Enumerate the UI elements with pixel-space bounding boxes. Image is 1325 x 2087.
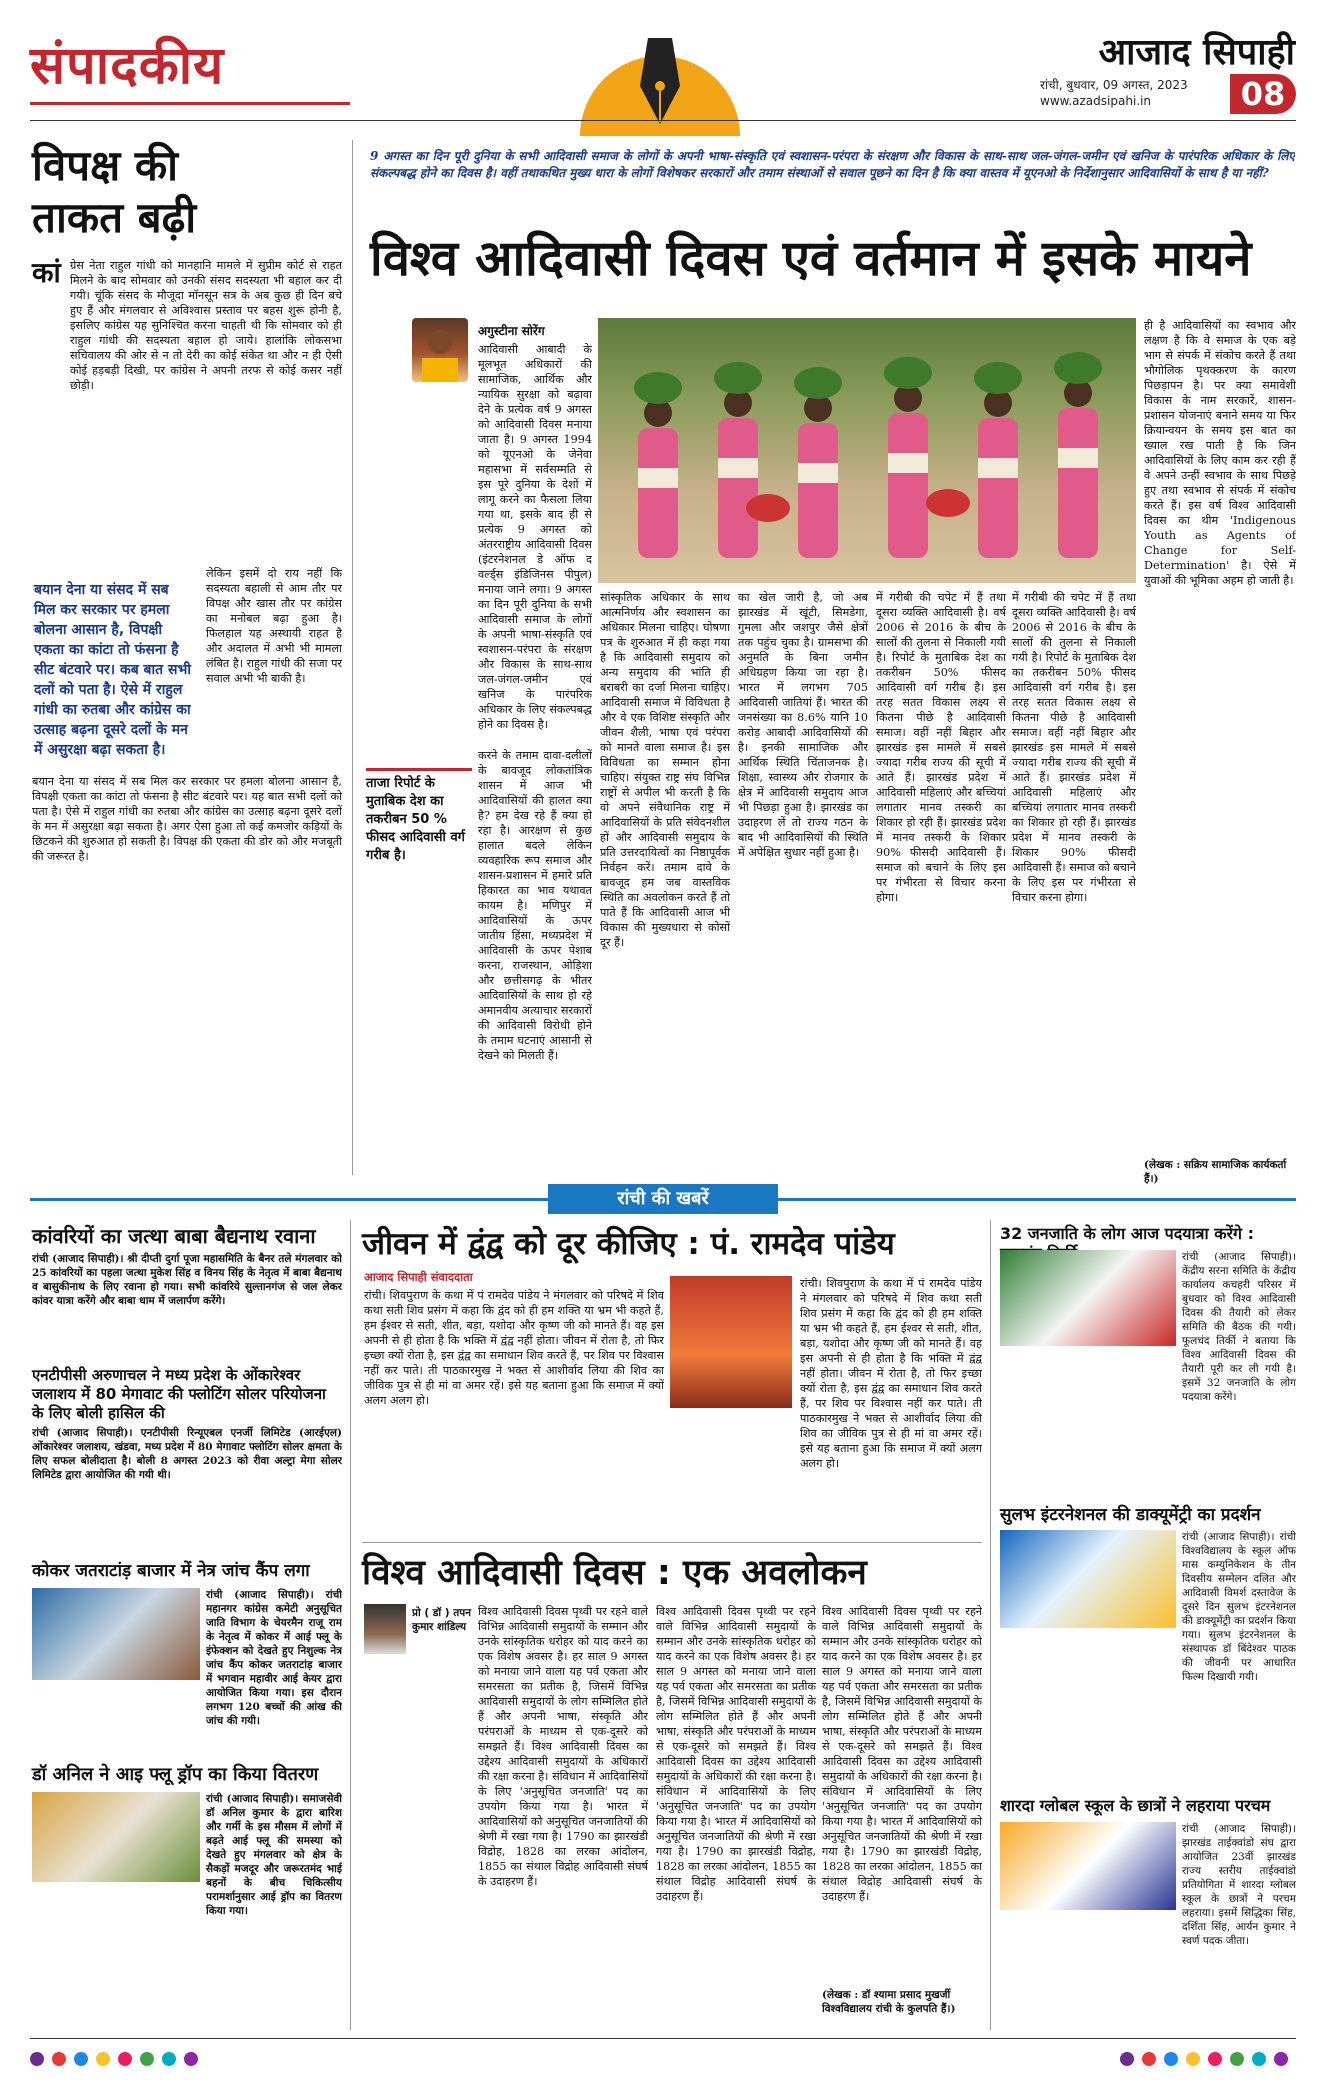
footer-dot (30, 2052, 44, 2066)
news6-body-a: विश्व आदिवासी दिवस पृथ्वी पर रहने वाले विभिन्न आदिवासी समुदायों के सम्मान और उनके सांस्कृतिक धरोहर को याद करने का एक विशेष अवसर है। हर साल 9 अगस्त को मनाया जाने वाला यह पर्व एकता और समरसता का प्रतीक है, जिसमें विभिन्न आदिवासी समुदायों के लोग सम्मिलित होते हैं और अपनी भाषा, संस्कृति और परंपराओं के माध्यम से एक-दूसरे को समझते हैं। विश्व आदिवासी दिवस का उद्देश्य आदिवासी समुदायों के अधिकारों की रक्षा करना है। संविधान में आदिवासियों के लिए 'अनुसूचित जनजाति' पद का उपयोग किया गया है। भारत में आदिवासियों को अनुसूचित जनजातियों की श्रेणी में रखा गया है। 1790 का झारखंडी विद्रोह, 1828 का लरका आंदोलन, 1855 का संथाल विद्रोह आदिवासी संघर्ष के उदाहरण हैं। (478, 1605, 648, 1888)
news8-body: रांची (आजाद सिपाही)। रांची विश्वविद्यालय के स्कूल ऑफ मास कम्युनिकेशन के तीन दिवसीय सम्मेलन दलित और आदिवासी विमर्श दस्तावेज के दूसरे दिन सुलभ इंटरनेशनल की डाक्यूमेंट्री का प्रदर्शन किया गया। सुलभ इंटरनेशनल के संस्थापक डॉ बिंदेश्वर पाठक की जीवनी पर आधारित फिल्म दिखायी गयी। (1182, 1531, 1296, 1683)
footer-dot (140, 2052, 154, 2066)
main-byline: अगुस्टीना सोरेंग (478, 324, 545, 338)
page-number: 08 (1230, 74, 1296, 114)
dateline: रांची, बुधवार, 09 अगस्त, 2023 (1040, 78, 1188, 92)
editorial-pullquote: बयान देना या संसद में सब मिल कर सरकार पर हमला बोलना आसान है, विपक्षी एकता का कांटा तो फंसना है सीट बंटवारे पर। कब बात सभी दलों को पता है। ऐसे में राहुल गांधी का रुतबा और कांग्रेस का उत्साह बढ़ना दूसरे दलों के मन में असुरक्षा बढ़ा सकता है। (34, 582, 191, 758)
news-divider-mid (362, 1542, 982, 1543)
main-credit: (लेखक : सक्रिय सामाजिक कार्यकर्ता हैं।) (1144, 1159, 1287, 1185)
footer-dot (1186, 2052, 1200, 2066)
footer-dot (52, 2052, 66, 2066)
news6-body-c: विश्व आदिवासी दिवस पृथ्वी पर रहने वाले विभिन्न आदिवासी समुदायों के सम्मान और उनके सांस्कृतिक धरोहर को याद करने का एक विशेष अवसर है। हर साल 9 अगस्त को मनाया जाने वाला यह पर्व एकता और समरसता का प्रतीक है, जिसमें विभिन्न आदिवासी समुदायों के लोग सम्मिलित होते हैं और अपनी भाषा, संस्कृति और परंपराओं के माध्यम से एक-दूसरे को समझते हैं। विश्व आदिवासी दिवस का उद्देश्य आदिवासी समुदायों के अधिकारों की रक्षा करना है। संविधान में आदिवासियों के लिए 'अनुसूचित जनजाति' पद का उपयोग किया गया है। भारत में आदिवासियों को अनुसूचित जनजातियों की श्रेणी में रखा गया है। 1790 का झारखंडी विद्रोह, 1828 का लरका आंदोलन, 1855 का संथाल विद्रोह आदिवासी संघर्ष के उदाहरण हैं। (822, 1605, 982, 1903)
section-title-rule (30, 102, 350, 105)
news1-body: रांची (आजाद सिपाही)। श्री दीप्ती दुर्गा पूजा महासमिति के बैनर तले मंगलवार को 25 कांवरियों का पहला जत्था मुकेश सिंह व विनय सिंह के नेतृत्व में बाबा बैद्यनाथ व बासुकीनाथ के लिए रवाना हो गया। सभी कांवरिये सुल्तानगंज से जल लेकर कांवर यात्रा करेंगे और बाबा धाम में जलार्पण करेंगे। (32, 1253, 342, 1307)
news6-credit: (लेखक : डॉ श्यामा प्रसाद मुखर्जी विश्वविद्यालय रांची के कुलपति हैं।) (822, 1989, 956, 2015)
footer-dot (162, 2052, 176, 2066)
speaker-photo (670, 1276, 792, 1408)
ranchi-band-label: रांची की खबरें (548, 1184, 778, 1214)
tribal-dance-photo (598, 318, 1136, 583)
masthead-rule (30, 120, 1296, 121)
main-headline: विश्व आदिवासी दिवस एवं वर्तमान में इसके मायने (370, 230, 1252, 287)
news3-headline: कोकर जतराटांड़ बाजार में नेत्र जांच कैंप लगा (32, 1561, 310, 1581)
professor-avatar (364, 1604, 406, 1654)
main-col1b: करने के तमाम दावा-दलीलों के बावजूद लोकतांत्रिक शासन में आज भी आदिवासियों की हालत क्या है? हम देख रहे हैं क्या हो रहा है। आरक्षण से कुछ हालात बदले लेकिन व्यवहारिक रूप समाज और शासन-प्रशासन में हमारे प्रति हिकारत का भाव यथावत कायम है। मणिपुर में आदिवासियों के ऊपर जातीय हिंसा, मध्यप्रदेश में आदिवासी के ऊपर पेशाब करना, राजस्थान, ओड़िशा और छत्तीसगढ़ के भीतर आदिवासियों के साथ हो रहे अमानवीय अत्याचार सरकारों की आदिवासी विरोधी होने के तमाम घटनाएं आसानी से देखने को मिलती हैं। (478, 749, 592, 1062)
news8-headline: सुलभ इंटरनेशनल की डाक्यूमेंट्री का प्रदर्शन (1000, 1505, 1261, 1525)
section-title: संपादकीय (30, 36, 225, 96)
footer-dot (1230, 2052, 1244, 2066)
footer-dot (118, 2052, 132, 2066)
news2-headline: एनटीपीसी अरुणाचल ने मध्य प्रदेश के ओंकारेश्वर जलाशय में 80 मेगावाट की फ्लोटिंग सोलर परियोजना के लिए बोली हासिल की (32, 1366, 326, 1422)
news-divider-left (350, 1220, 351, 2030)
editorial-para2: लेकिन इसमें दो राय नहीं कि सदस्यता बहाली से आम तौर पर विपक्ष और खास तौर पर कांग्रेस का मनोबल बढ़ा हुआ है। फिलहाल यह अस्थायी राहत है और अदालत में अभी भी मामला लंबित है। राहुल गांधी की सजा पर सवाल अभी भी बाकी है। (206, 567, 342, 685)
footer-dot (1164, 2052, 1178, 2066)
footer-rule (30, 2038, 1296, 2039)
footer-dot (96, 2052, 110, 2066)
news7-body: रांची (आजाद सिपाही)। केंद्रीय सरना समिति के केंद्रीय कार्यालय कचहरी परिसर में बुधवार को विश्व आदिवासी दिवस की तैयारी को लेकर समिति की बैठक की गयी। फूलचंद तिर्की ने बताया कि विश्व आदिवासी दिवस की तैयारी पूरी कर ली गयी है। इसमें 32 जनजाति के लोग पदयात्रा करेंगे। (1182, 1251, 1296, 1403)
eye-camp-photo (32, 1588, 200, 1680)
editorial-para1: ग्रेस नेता राहुल गांधी को मानहानि मामले में सुप्रीम कोर्ट से राहत मिलने के बाद सोमवार को उनकी संसद सदस्यता भी बहाल कर दी गयी। चूंकि संसद के मौजूदा मॉनसून सत्र के अब कुछ ही दिन बचे हुए हैं और मंगलवार से अविश्वास प्रस्ताव पर बहस शुरू होनी है, इसलिए कांग्रेस यह सुनिश्चित करना चाहती थी कि सोमवार को ही राहुल गांधी की सदस्यता बहाल हो जाये। हालांकि लोकसभा सचिवालय की ओर से न तो देरी का कोई संकेत था और न ही ऐसी कोई हड़बड़ी दिखी, पर कांग्रेस ने अपनी तरफ से कोई कसर नहीं छोड़ी। (70, 259, 342, 392)
news9-headline: शारदा ग्लोबल स्कूल के छात्रों ने लहराया परचम (1000, 1796, 1271, 1815)
news3-body: रांची (आजाद सिपाही)। रांची महानगर कांग्रेस कमेटी अनुसूचित जाति विभाग के चेयरमैन राजू राम के नेतृत्व में कोकर में आई फ्लू के इंफेक्शन को देखते हुए निशुल्क नेत्र जांच कैंप कोकर जतराटांड़ बाजार में भगवान महावीर आई केयर द्वारा आयोजित किया गया। इस दौरान लगभग 120 बच्चों की आंख की जांच की गयी। (206, 1589, 342, 1727)
main-col3: का खेल जारी है, जो अब झारखंड में खूंटी, सिमडेगा, गुमला और जशपुर जैसे क्षेत्रों तक पहुंच चुका है। ग्रामसभा की अनुमति के बिना जमीन अधिग्रहण किया जा रहा है। भारत में लगभग 705 आदिवासी जातियां हैं। भारत की जनसंख्या का 8.6% यानि 10 करोड़ आबादी आदिवासियों की है। इनकी सामाजिक और आर्थिक स्थिति चिंताजनक है। शिक्षा, स्वास्थ्य और रोजगार के क्षेत्र में आदिवासी समुदाय आज भी पिछड़ा हुआ है। झारखंड का उदाहरण लें तो राज्य गठन के बाद भी आदिवासियों की स्थिति में अपेक्षित सुधार नहीं हुआ है। (738, 591, 868, 859)
footer-color-dots (30, 2050, 1296, 2070)
editorial-title-line2: ताकत बढ़ी (32, 193, 197, 242)
footer-dot (184, 2052, 198, 2066)
news1-headline: कांवरियों का जत्था बाबा बैद्यनाथ रवाना (32, 1224, 316, 1248)
news6-byline: प्रो ( डॉ ) तपन कुमार शांडिल्य (412, 1607, 472, 1633)
author-avatar (412, 318, 468, 382)
news-divider-right (990, 1220, 991, 2030)
footer-dot (1120, 2052, 1134, 2066)
news6-headline: विश्व आदिवासी दिवस : एक अवलोकन (362, 1553, 867, 1593)
website[interactable]: www.azadsipahi.in (1040, 94, 1152, 108)
main-col4: में गरीबी की चपेट में हैं तथा दूसरा व्यक्ति आदिवासी है। वर्ष 2006 से 2016 के बीच के सालों की तुलना से निकाली गयी है। रिपोर्ट के मुताबिक देश का तकरीबन 50% फीसद आदिवासी वर्ग गरीब है। इस तरह सतत विकास लक्ष्य से कितना पीछे है आदिवासी समाज। वहीं नहीं बिहार और झारखंड इस मामले में सबसे ज्यादा गरीब राज्य की सूची में आते हैं। झारखंड प्रदेश में आदिवासी महिलाएं और बच्चियां लगातार मानव तस्करी का शिकार हो रही हैं। झारखंड प्रदेश में मानव तस्करी के शिकार 90% फीसदी आदिवासी हैं। समाज को बचाने के लिए इस पर गंभीरता से विचार करना होगा। (876, 591, 1006, 904)
main-intro: 9 अगस्त का दिन पूरी दुनिया के सभी आदिवासी समाज के लोगों के अपनी भाषा-संस्कृति एवं स्वशासन-परंपरा के संरक्षण और विकास के साथ-साथ जल-जंगल-जमीन एवं खनिज के पारंपरिक अधिकार के लिए संकल्पबद्ध होने का दिवस है। वहीं तथाकथित मुख्य धारा के लोगों विशेषकर सरकारों और तमाम संस्थाओं से सवाल पूछने का दिन है कि क्या वास्तव में यूएनओ के निर्देशानुसार आदिवासियों के साथ है या नहीं? (370, 149, 1295, 180)
main-col5: ही है आदिवासियों का स्वभाव और लक्षण है कि वे समाज के एक बड़े भाग से संपर्क में संकोच करते हैं तथा भौगोलिक पृथक्करण के कारण पिछड़ापन है। पर क्या समावेशी विकास के नाम सरकारें, शासन-प्रशासन योजनाएं बनाने समय या फिर क्रियान्वयन के समय इस बात का ख्याल रख पाती है कि जिन आदिवासियों के लिए काम कर रही हैं वे अपने उन्हीं स्वभाव के साथ पिछड़े हुए तथा स्वभाव से संपर्क में संकोच करते हैं। इस वर्ष विश्व आदिवासी दिवस का थीम 'Indigenous Youth as Agents of Change for Self-Determination' है। ऐसे में युवाओं की भूमिका अहम हो जाती है। (1144, 319, 1296, 587)
main-col4b: में गरीबी की चपेट में हैं तथा दूसरा व्यक्ति आदिवासी है। वर्ष 2006 से 2016 के बीच के सालों की तुलना से निकाली गयी है। रिपोर्ट के मुताबिक देश का तकरीबन 50% फीसद आदिवासी वर्ग गरीब है। इस तरह सतत विकास लक्ष्य से कितना पीछे है आदिवासी समाज। वहीं नहीं बिहार और झारखंड इस मामले में सबसे ज्यादा गरीब राज्य की सूची में आते हैं। झारखंड प्रदेश में आदिवासी महिलाएं और बच्चियां लगातार मानव तस्करी का शिकार हो रही हैं। झारखंड प्रदेश में मानव तस्करी के शिकार 90% फीसदी आदिवासी हैं। समाज को बचाने के लिए इस पर गंभीरता से विचार करना होगा। (1012, 591, 1136, 904)
stat-box: ताजा रिपोर्ट के मुताबिक देश का तकरीबन 50 % फीसद आदिवासी वर्ग गरीब है। (366, 768, 472, 865)
news4-body: रांची (आजाद सिपाही)। समाजसेवी डॉ अनिल कुमार के द्वारा बारिश और गर्मी के इस मौसम में लोगों में बढ़ते आई फ्लू की समस्या को देखते हुए मंगलवार को क्षेत्र के सैकड़ों मजदूर और जरूरतमंद भाई बहनों के बीच चिकित्सीय परामर्शानुसार आई ड्रॉप का वितरण किया गया। (206, 1793, 342, 1917)
sarna-meeting-photo (1000, 1250, 1176, 1346)
main-col1: आदिवासी आबादी के मूलभूत अधिकारों की सामाजिक, आर्थिक और न्यायिक सुरक्षा को बढ़ावा देने के प्रत्येक वर्ष 9 अगस्त को आदिवासी दिवस मनाया जाता है। 9 अगस्त 1994 को यूएनओ के जेनेवा महासभा में सर्वसम्मति से इस पूरे दुनिया के देशों में लागू करने का फैसला लिया गया था, इसके बाद ही से प्रत्येक 9 अगस्त को अंतरराष्ट्रीय आदिवासी दिवस (इंटरनेशनल डे ऑफ द वर्ल्ड्स इंडिजिनस पीपुल) मनाया जाने लगा। 9 अगस्त का दिन पूरी दुनिया के सभी आदिवासी समाज के लोगों के अपनी भाषा-संस्कृति एवं स्वशासन-परंपरा के संरक्षण और विकास के साथ-साथ जल-जंगल-जमीन एवं खनिज के पारंपरिक अधिकार के लिए संकल्पबद्ध होने का दिवस है। (478, 343, 592, 731)
footer-dot (1274, 2052, 1288, 2066)
news2-body: रांची (आजाद सिपाही)। एनटीपीसी रिन्यूएबल एनर्जी लिमिटेड (आरईएल) ओंकारेश्वर जलाशय, खंडवा, मध्य प्रदेश में 80 मेगावाट फ्लोटिंग सोलर क्षमता के लिए सफल बोलीदाता है। बोली 8 अगस्त 2023 को रीवा अल्ट्रा मेगा सोलर लिमिटेड द्वारा आयोजित की गयी थी। (32, 1427, 342, 1481)
footer-dot (1252, 2052, 1266, 2066)
news9-body: रांची (आजाद सिपाही)। झारखंड ताईक्वांडो संघ द्वारा आयोजित 23वीं झारखंड राज्य स्तरीय ताईक्वांडो प्रतियोगिता में शारदा ग्लोबल स्कूल के छात्रों ने परचम लहराया। इसमें सिद्धिका सिंह, दर्शिता सिंह, आर्यन कुमार ने स्वर्ण पदक जीता। (1182, 1823, 1296, 1947)
main-col2: सांस्कृतिक अधिकार के साथ आत्मनिर्णय और स्वशासन का अधिकार मिलना चाहिए। घोषणा पत्र के शुरुआत में ही कहा गया है कि आदिवासी समुदाय को अन्य समुदाय की भांति ही बराबरी का दर्जा मिलना चाहिए। आदिवासी समाज में विविधता है और वे एक विशिष्ट संस्कृति और जीवन शैली, भाषा एवं परंपरा को मानते वाला समाज है। इस विविधता का सम्मान होना चाहिए। संयुक्त राष्ट्र संघ विभिन्न राष्ट्रों से अपील भी करती है कि वो अपने संवैधानिक राष्ट्र में आदिवासियों के प्रति संवेदनशील हों और आदिवासी समुदाय के प्रति उत्तरदायित्वों का निष्ठापूर्वक निर्वहन करें। तमाम दावे के बावजूद हम जब वास्तविक स्थिति का अवलोकन करते हैं तो पाते हैं कि आदिवासी आज भी विकास की मुख्यधारा से कोसों दूर हैं। (600, 591, 730, 949)
news5-body-right: रांची। शिवपुराण के कथा में पं रामदेव पांडेय ने मंगलवार को परिषदे में शिव कथा सती शिव प्रसंग में कहा कि द्वंद को ही हम शक्ति या भ्रम भी कहते हैं, हम ईश्वर से सती, शीत, बड़ा, यशोदा और कृष्ण जी को मानते हैं। वह इस अपनी से ही होता है कि भक्ति में द्वंद्व नहीं होता। जीवन में रोता है, तो फिर इच्छा क्यों रोता है, इस द्वंद्व का समाधान शिव करते हैं, पर शिव पर विश्वास नहीं कर पाते। ती पाठकारमुख ने भक्त से आशीर्वाद लिया की शिव का जीविक पुत्र से ही मां वा अमर रहें। इसे यह बताना हुआ कि समाज में क्यों अलग अलग हो। (800, 1277, 982, 1470)
editorial-divider (352, 140, 353, 1175)
news5-headline: जीवन में द्वंद्व को दूर कीजिए : पं. रामदेव पांडेय (362, 1226, 895, 1262)
editorial-title (32, 140, 342, 244)
editorial-para3: बयान देना या संसद में सब मिल कर सरकार पर हमला बोलना आसान है, विपक्षी एकता का कांटा तो फंसना है सीट बंटवारे पर। यह बात सभी दलों को पता है। ऐसे में राहुल गांधी का रुतबा और कांग्रेस का उत्साह बढ़ना दूसरे दलों के मन में असुरक्षा बढ़ा सकता है। अगर ऐसा हुआ तो कई कमजोर कड़ियों के छिटकने की शुरुआत हो सकती है। विपक्ष की एकता की डोर को और मजबूती की जरूरत है। (32, 775, 342, 863)
paper-name: आजाद सिपाही (1098, 32, 1295, 73)
news6-body-b: विश्व आदिवासी दिवस पृथ्वी पर रहने वाले विभिन्न आदिवासी समुदायों के सम्मान और उनके सांस्कृतिक धरोहर को याद करने का एक विशेष अवसर है। हर साल 9 अगस्त को मनाया जाने वाला यह पर्व एकता और समरसता का प्रतीक है, जिसमें विभिन्न आदिवासी समुदायों के लोग सम्मिलित होते हैं और अपनी भाषा, संस्कृति और परंपराओं के माध्यम से एक-दूसरे को समझते हैं। विश्व आदिवासी दिवस का उद्देश्य आदिवासी समुदायों के अधिकारों की रक्षा करना है। संविधान में आदिवासियों के लिए 'अनुसूचित जनजाति' पद का उपयोग किया गया है। भारत में आदिवासियों को अनुसूचित जनजातियों की श्रेणी में रखा गया है। 1790 का झारखंडी विद्रोह, 1828 का लरका आंदोलन, 1855 का संथाल विद्रोह आदिवासी संघर्ष के उदाहरण हैं। (656, 1605, 816, 1903)
news5-byline: आजाद सिपाही संवाददाता (364, 1270, 473, 1284)
footer-dot (74, 2052, 88, 2066)
eye-drop-photo (32, 1792, 200, 1882)
school-students-photo (1000, 1822, 1176, 1910)
footer-dot (1208, 2052, 1222, 2066)
news5-body: रांची। शिवपुराण के कथा में पं रामदेव पांडेय ने मंगलवार को परिषदे में शिव कथा सती शिव प्रसंग में कहा कि द्वंद को ही हम शक्ति या भ्रम भी कहते हैं, हम ईश्वर से सती, शीत, बड़ा, यशोदा और कृष्ण जी को मानते हैं। वह इस अपनी से ही होता है कि भक्ति में द्वंद्व नहीं होता। जीवन में रोता है, तो फिर इच्छा क्यों रोता है, इस द्वंद्व का समाधान शिव करते हैं, पर शिव पर विश्वास नहीं कर पाते। ती पाठकारमुख ने भक्त से आशीर्वाद लिया की शिव का जीविक पुत्र से ही मां वा अमर रहें। इसे यह बताना हुआ कि समाज में क्यों अलग अलग हो। (364, 1289, 664, 1407)
news7-headline: 32 जनजाति के लोग आज पदयात्रा करेंगे : (1000, 1224, 1255, 1243)
footer-dot (1142, 2052, 1156, 2066)
editorial-drop-cap: कां (32, 256, 61, 289)
news4-headline: डॉ अनिल ने आइ फ्लू ड्रॉप का किया वितरण (32, 1764, 319, 1785)
editorial-title-line1: विपक्ष की (32, 141, 178, 190)
documentary-photo (1000, 1530, 1176, 1628)
